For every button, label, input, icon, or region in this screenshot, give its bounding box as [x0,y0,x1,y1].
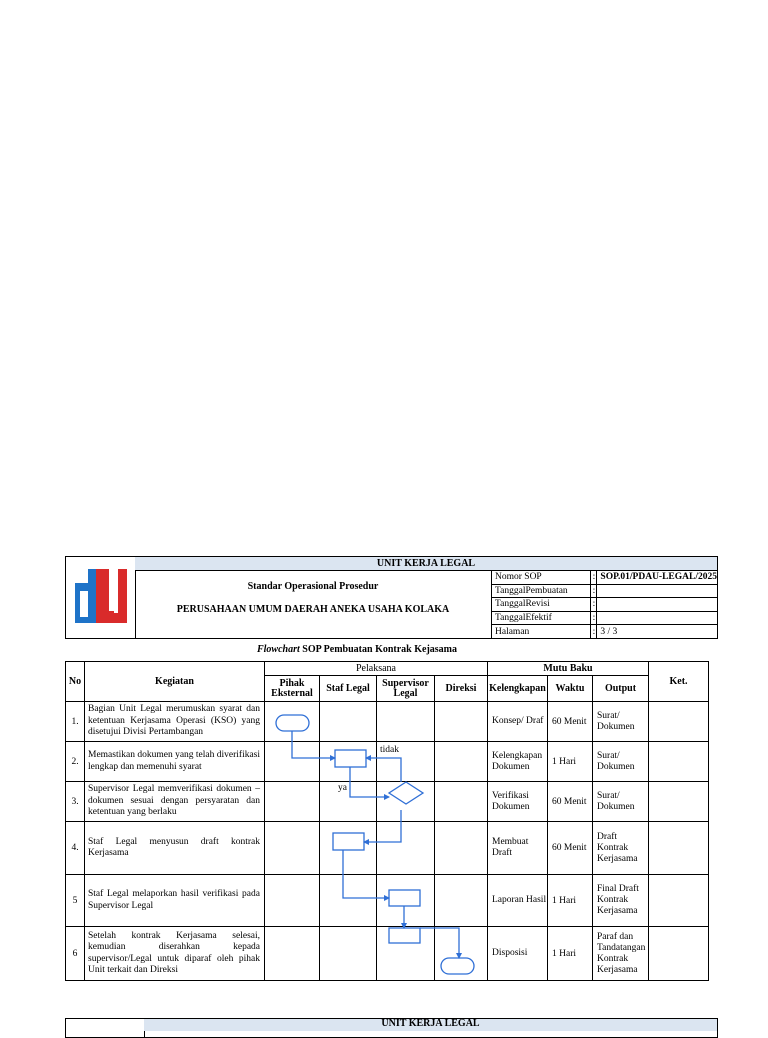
meta-key: Nomor SOP [492,571,591,584]
sop-title-block [135,571,492,638]
row-output: Surat/ Dokumen [593,702,649,742]
company-name: PERUSAHAAN UMUM DAERAH ANEKA USAHA KOLAKA [176,604,450,615]
row-waktu: 1 Hari [548,742,593,782]
table-row [66,822,709,875]
row-output: Paraf dan Tandatangan Kontrak Kerjasama [593,927,649,981]
row-no: 5 [66,875,85,927]
row-output: Draft Kontrak Kerjasama [593,822,649,875]
meta-row [492,625,717,638]
meta-value [597,598,717,612]
meta-value: SOP.01/PDAU-LEGAL/2025 [597,571,717,584]
row-kelengkapan: Verifikasi Dokumen [488,782,548,822]
row-waktu: 60 Menit [548,822,593,875]
meta-row [492,571,717,584]
row-kegiatan: Memastikan dokumen yang telah diverifikasi lengkap dan memenuhi syarat [85,742,265,782]
label-ya: ya [338,783,347,793]
row-kelengkapan: Laporan Hasil [488,875,548,927]
meta-sep: : [592,626,596,637]
row-no: 3. [66,782,85,822]
label-tidak: tidak [380,745,399,755]
row-kegiatan: Bagian Unit Legal merumuskan syarat dan ketentuan Kerjasama Operasi (KSO) yang disetujui Divisi Pertambangan [85,702,265,742]
unit-title: UNIT KERJA LEGAL [135,557,717,571]
next-page-header [65,1018,718,1038]
meta-key: TanggalPembuatan [492,584,591,598]
col-waktu: Waktu [548,676,593,702]
next-logo-cell [66,1019,145,1037]
meta-row [492,611,717,625]
row-kelengkapan: Disposisi [488,927,548,981]
table-row [66,927,709,981]
row-kelengkapan: Konsep/ Draf [488,702,548,742]
col-staf-legal: Staf Legal [320,676,377,702]
table-row [66,875,709,927]
meta-sep: : [592,613,596,624]
row-waktu: 1 Hari [548,875,593,927]
row-waktu: 60 Menit [548,702,593,742]
meta-sep: : [592,585,596,596]
meta-key: TanggalEfektif [492,611,591,625]
col-pihak-eksternal: Pihak Eksternal [265,676,320,702]
col-output: Output [593,676,649,702]
table-row [66,702,709,742]
meta-value [597,611,717,625]
col-kelengkapan: Kelengkapan [488,676,548,702]
meta-row [492,584,717,598]
col-no: No [66,662,85,702]
meta-sep: : [592,572,596,583]
col-mutu-baku: Mutu Baku [488,662,649,676]
row-kelengkapan: Kelengkapan Dokumen [488,742,548,782]
row-kegiatan: Supervisor Legal memverifikasi dokumen – dokumen sesuai dengan persyaratan dan ketentuan yang berlaku [85,782,265,822]
row-no: 1. [66,702,85,742]
meta-key: TanggalRevisi [492,598,591,612]
table-row [66,782,709,822]
row-waktu: 60 Menit [548,782,593,822]
caption-italic: Flowchart [256,644,300,655]
row-output: Final Draft Kontrak Kerjasama [593,875,649,927]
meta-row [492,598,717,612]
row-kelengkapan: Membuat Draft [488,822,548,875]
row-output: Surat/ Dokumen [593,782,649,822]
meta-key: Halaman [492,625,591,638]
row-kegiatan: Setelah kontrak Kerjasama selesai, kemudian diserahkan kepada supervisor/Legal untuk diparaf oleh pihak Unit terkait dan Direksi [85,927,265,981]
col-ket: Ket. [649,662,709,702]
next-unit-title: UNIT KERJA LEGAL [144,1019,717,1031]
row-kegiatan: Staf Legal melaporkan hasil verifikasi pada Supervisor Legal [85,875,265,927]
row-output: Surat/ Dokumen [593,742,649,782]
row-no: 4. [66,822,85,875]
row-no: 6 [66,927,85,981]
col-direksi: Direksi [435,676,488,702]
col-pelaksana: Pelaksana [265,662,488,676]
company-logo [66,557,136,638]
table-row [66,742,709,782]
row-no: 2. [66,742,85,782]
flowchart-table [65,661,709,981]
sop-header [65,556,718,639]
row-kegiatan: Staf Legal menyusun draft kontrak Kerjasama [85,822,265,875]
meta-value: 3 / 3 [600,626,618,637]
row-waktu: 1 Hari [548,927,593,981]
col-kegiatan: Kegiatan [85,662,265,702]
pdau-logo-icon [66,557,135,638]
meta-value [597,584,717,598]
meta-sep: : [592,599,596,610]
sop-meta-table [492,571,717,638]
flowchart-caption [0,644,714,655]
sop-title: Standar Operasional Prosedur [247,581,379,592]
caption-text: SOP Pembuatan Kontrak Kejasama [299,644,458,655]
col-supervisor-legal: Supervisor Legal [377,676,435,702]
